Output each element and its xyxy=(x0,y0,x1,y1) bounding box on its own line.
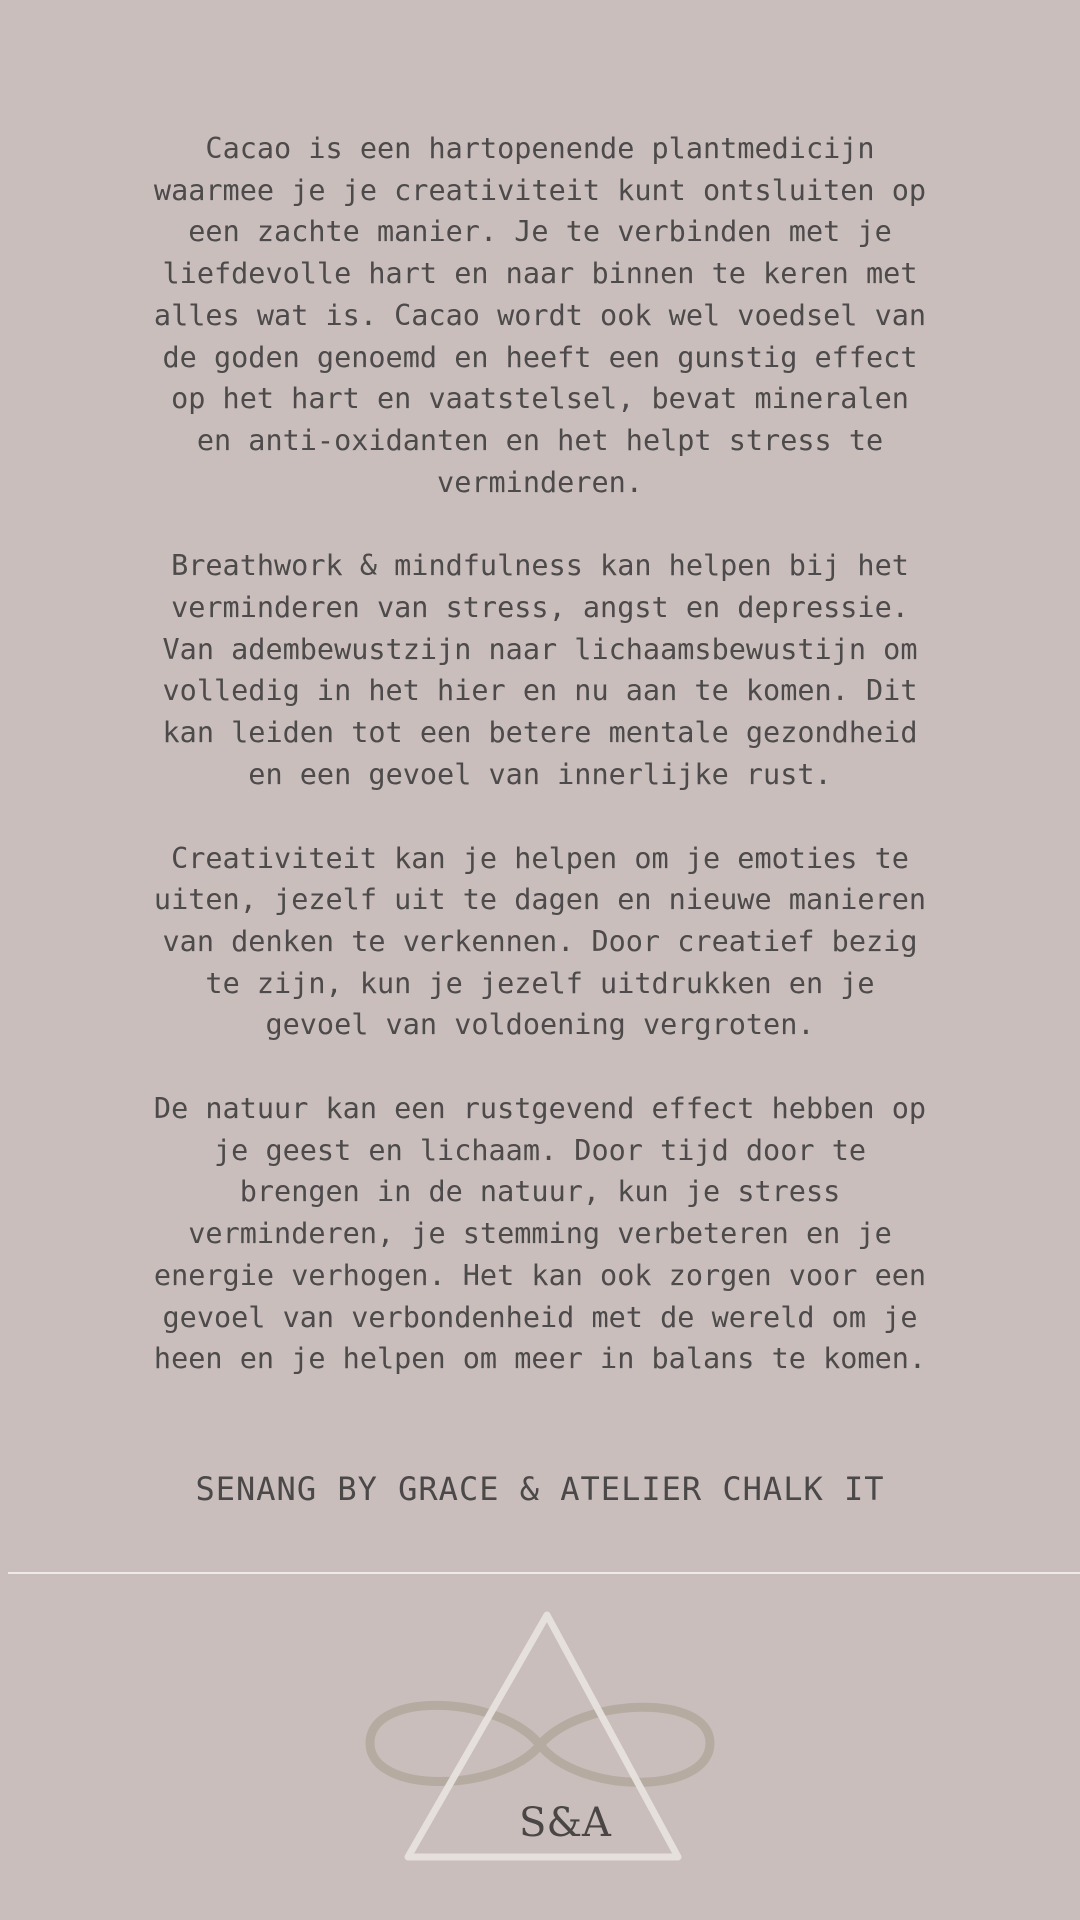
breathwork-paragraph: Breathwork & mindfulness kan helpen bij het verminderen van stress, angst en depressie. Van adembewustzijn naar lichaamsbewustijn om volledig in het hier en nu aan te komen. Dit kan leiden tot een betere mentale gezondheid en een gevoel van innerlijke rust. xyxy=(162,549,918,791)
cacao-paragraph: Cacao is een hartopenende plantmedicijn waarmee je je creativiteit kunt ontsluiten op een zachte manier. Je te verbinden met je liefdevolle hart en naar binnen te keren met alles wat is. Cacao wordt ook wel voedsel van de goden genoemd en heeft een gunstig effect op het hart en vaatstelsel, bevat mineralen en anti-oxidanten en het helpt stress te verminderen. xyxy=(153,132,927,499)
signature-text: SENANG BY GRACE & ATELIER CHALK IT xyxy=(195,1470,885,1508)
logo-monogram: S&A xyxy=(519,1800,611,1846)
nature-paragraph: De natuur kan een rustgevend effect hebben op je geest en lichaam. Door tijd door te brengen in de natuur, kun je stress verminderen, je stemming verbeteren en je energie verhogen. Het kan ook zorgen voor een gevoel van verbondenheid met de wereld om je heen en je helpen om meer in balans te komen. xyxy=(153,1092,927,1376)
infinity-icon xyxy=(370,1705,710,1782)
main-content xyxy=(90,128,990,1422)
creativity-paragraph: Creativiteit kan je helpen om je emoties te uiten, jezelf uit te dagen en nieuwe manieren van denken te verkennen. Door creatief bezig te zijn, kun je jezelf uitdrukken en je gevoel van voldoening vergroten. xyxy=(153,841,927,1042)
divider-line xyxy=(8,1572,1080,1574)
